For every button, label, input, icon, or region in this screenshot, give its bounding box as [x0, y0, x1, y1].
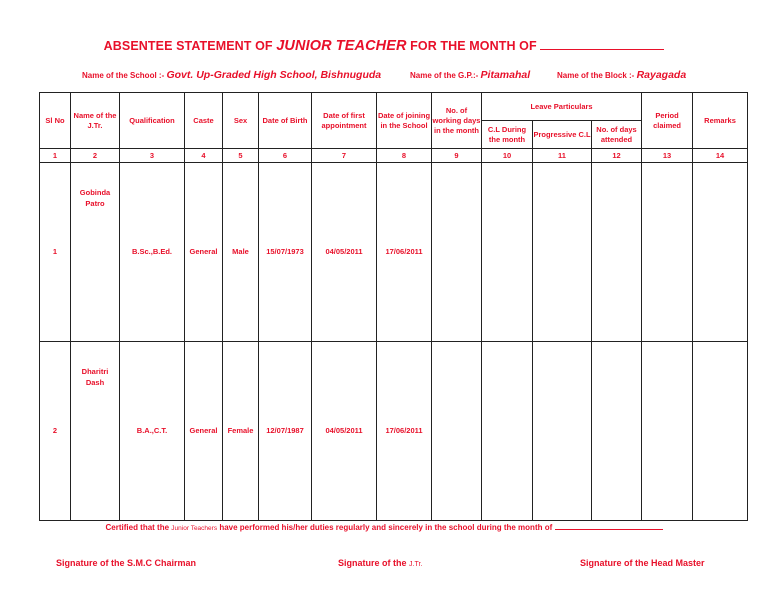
document-title [0, 38, 768, 54]
school-info [82, 69, 381, 81]
cell-progressive-cl [533, 163, 592, 342]
cell-dob: 15/07/1973 [259, 163, 312, 342]
cert-month-blank-line [555, 522, 663, 530]
col-header-caste: Caste [185, 93, 223, 149]
col-header-period-claimed: Period claimed [642, 93, 693, 149]
col-header-sex: Sex [223, 93, 259, 149]
cell-cl [482, 342, 533, 521]
name-first: Dharitri [81, 367, 109, 376]
col-header-days-attended: No. of days attended [592, 121, 642, 149]
block-value: Rayagada [636, 69, 687, 81]
column-number: 5 [223, 149, 259, 163]
column-number: 12 [592, 149, 642, 163]
cell-sex: Male [223, 163, 259, 342]
name-first: Gobinda [79, 188, 111, 197]
cell-caste: General [185, 342, 223, 521]
cell-cl [482, 163, 533, 342]
column-number-row [40, 149, 748, 163]
table-row [40, 342, 748, 521]
cell-first-appointment: 04/05/2011 [312, 342, 377, 521]
school-value: Govt. Up-Graded High School, Bishnuguda [166, 69, 382, 81]
cell-qualification: B.A.,C.T. [120, 342, 185, 521]
block-label: Name of the Block :- [557, 71, 635, 80]
col-header-remarks: Remarks [693, 93, 748, 149]
col-header-working-days: No. of working days in the month [432, 93, 482, 149]
certification-statement [0, 522, 768, 532]
cell-joining: 17/06/2011 [377, 342, 432, 521]
sig-jtr-prefix: Signature of the [338, 558, 407, 568]
title-suffix: FOR THE MONTH OF [410, 39, 537, 53]
col-header-name: Name of the J.Tr. [71, 93, 120, 149]
column-number: 7 [312, 149, 377, 163]
cell-joining: 17/06/2011 [377, 163, 432, 342]
cell-progressive-cl [533, 342, 592, 521]
cert-small: Junior Teachers [171, 525, 218, 532]
cell-period-claimed [642, 342, 693, 521]
month-blank-line [540, 39, 664, 50]
cell-period-claimed [642, 163, 693, 342]
name-last: Dash [85, 378, 105, 387]
column-number: 3 [120, 149, 185, 163]
cell-name [71, 342, 120, 521]
col-header-dob: Date of Birth [259, 93, 312, 149]
table-row [40, 163, 748, 342]
cell-remarks [693, 342, 748, 521]
signature-jtr [338, 558, 422, 568]
col-header-first-appointment: Date of first appointment [312, 93, 377, 149]
gp-info [410, 69, 530, 81]
signature-smc-chairman: Signature of the S.M.C Chairman [56, 558, 197, 568]
cell-first-appointment: 04/05/2011 [312, 163, 377, 342]
column-number: 8 [377, 149, 432, 163]
column-number: 6 [259, 149, 312, 163]
cell-working-days [432, 342, 482, 521]
column-number: 13 [642, 149, 693, 163]
name-last: Patro [85, 199, 105, 208]
col-header-cl: C.L During the month [482, 121, 533, 149]
cell-remarks [693, 163, 748, 342]
col-header-qualification: Qualification [120, 93, 185, 149]
column-number: 1 [40, 149, 71, 163]
cell-working-days [432, 163, 482, 342]
cell-days-attended [592, 342, 642, 521]
col-header-progressive-cl: Progressive C.L [533, 121, 592, 149]
gp-value: Pitamahal [480, 69, 531, 81]
cell-dob: 12/07/1987 [259, 342, 312, 521]
title-prefix: ABSENTEE STATEMENT OF [103, 39, 273, 53]
column-number: 9 [432, 149, 482, 163]
header-row-top [40, 93, 748, 121]
col-header-slno: Sl No [40, 93, 71, 149]
cell-slno: 1 [40, 163, 71, 342]
col-header-joining: Date of joining in the School [377, 93, 432, 149]
title-emphasis: JUNIOR TEACHER [276, 38, 407, 54]
col-header-leave-particulars: Leave Particulars [482, 93, 642, 121]
cell-slno: 2 [40, 342, 71, 521]
cell-qualification: B.Sc.,B.Ed. [120, 163, 185, 342]
school-label: Name of the School :- [82, 71, 165, 80]
cell-caste: General [185, 163, 223, 342]
block-info [557, 69, 686, 81]
cell-sex: Female [223, 342, 259, 521]
column-number: 4 [185, 149, 223, 163]
column-number: 11 [533, 149, 592, 163]
cell-name [71, 163, 120, 342]
cell-days-attended [592, 163, 642, 342]
cert-part1: Certified that the [105, 523, 170, 532]
cert-part2: have performed his/her duties regularly and sincerely in the school during the month of [219, 523, 553, 532]
signature-head-master: Signature of the Head Master [580, 558, 705, 568]
absentee-table [39, 92, 748, 521]
column-number: 10 [482, 149, 533, 163]
sig-jtr-small: J.Tr. [409, 561, 423, 568]
gp-label: Name of the G.P.:- [410, 71, 479, 80]
column-number: 2 [71, 149, 120, 163]
column-number: 14 [693, 149, 748, 163]
